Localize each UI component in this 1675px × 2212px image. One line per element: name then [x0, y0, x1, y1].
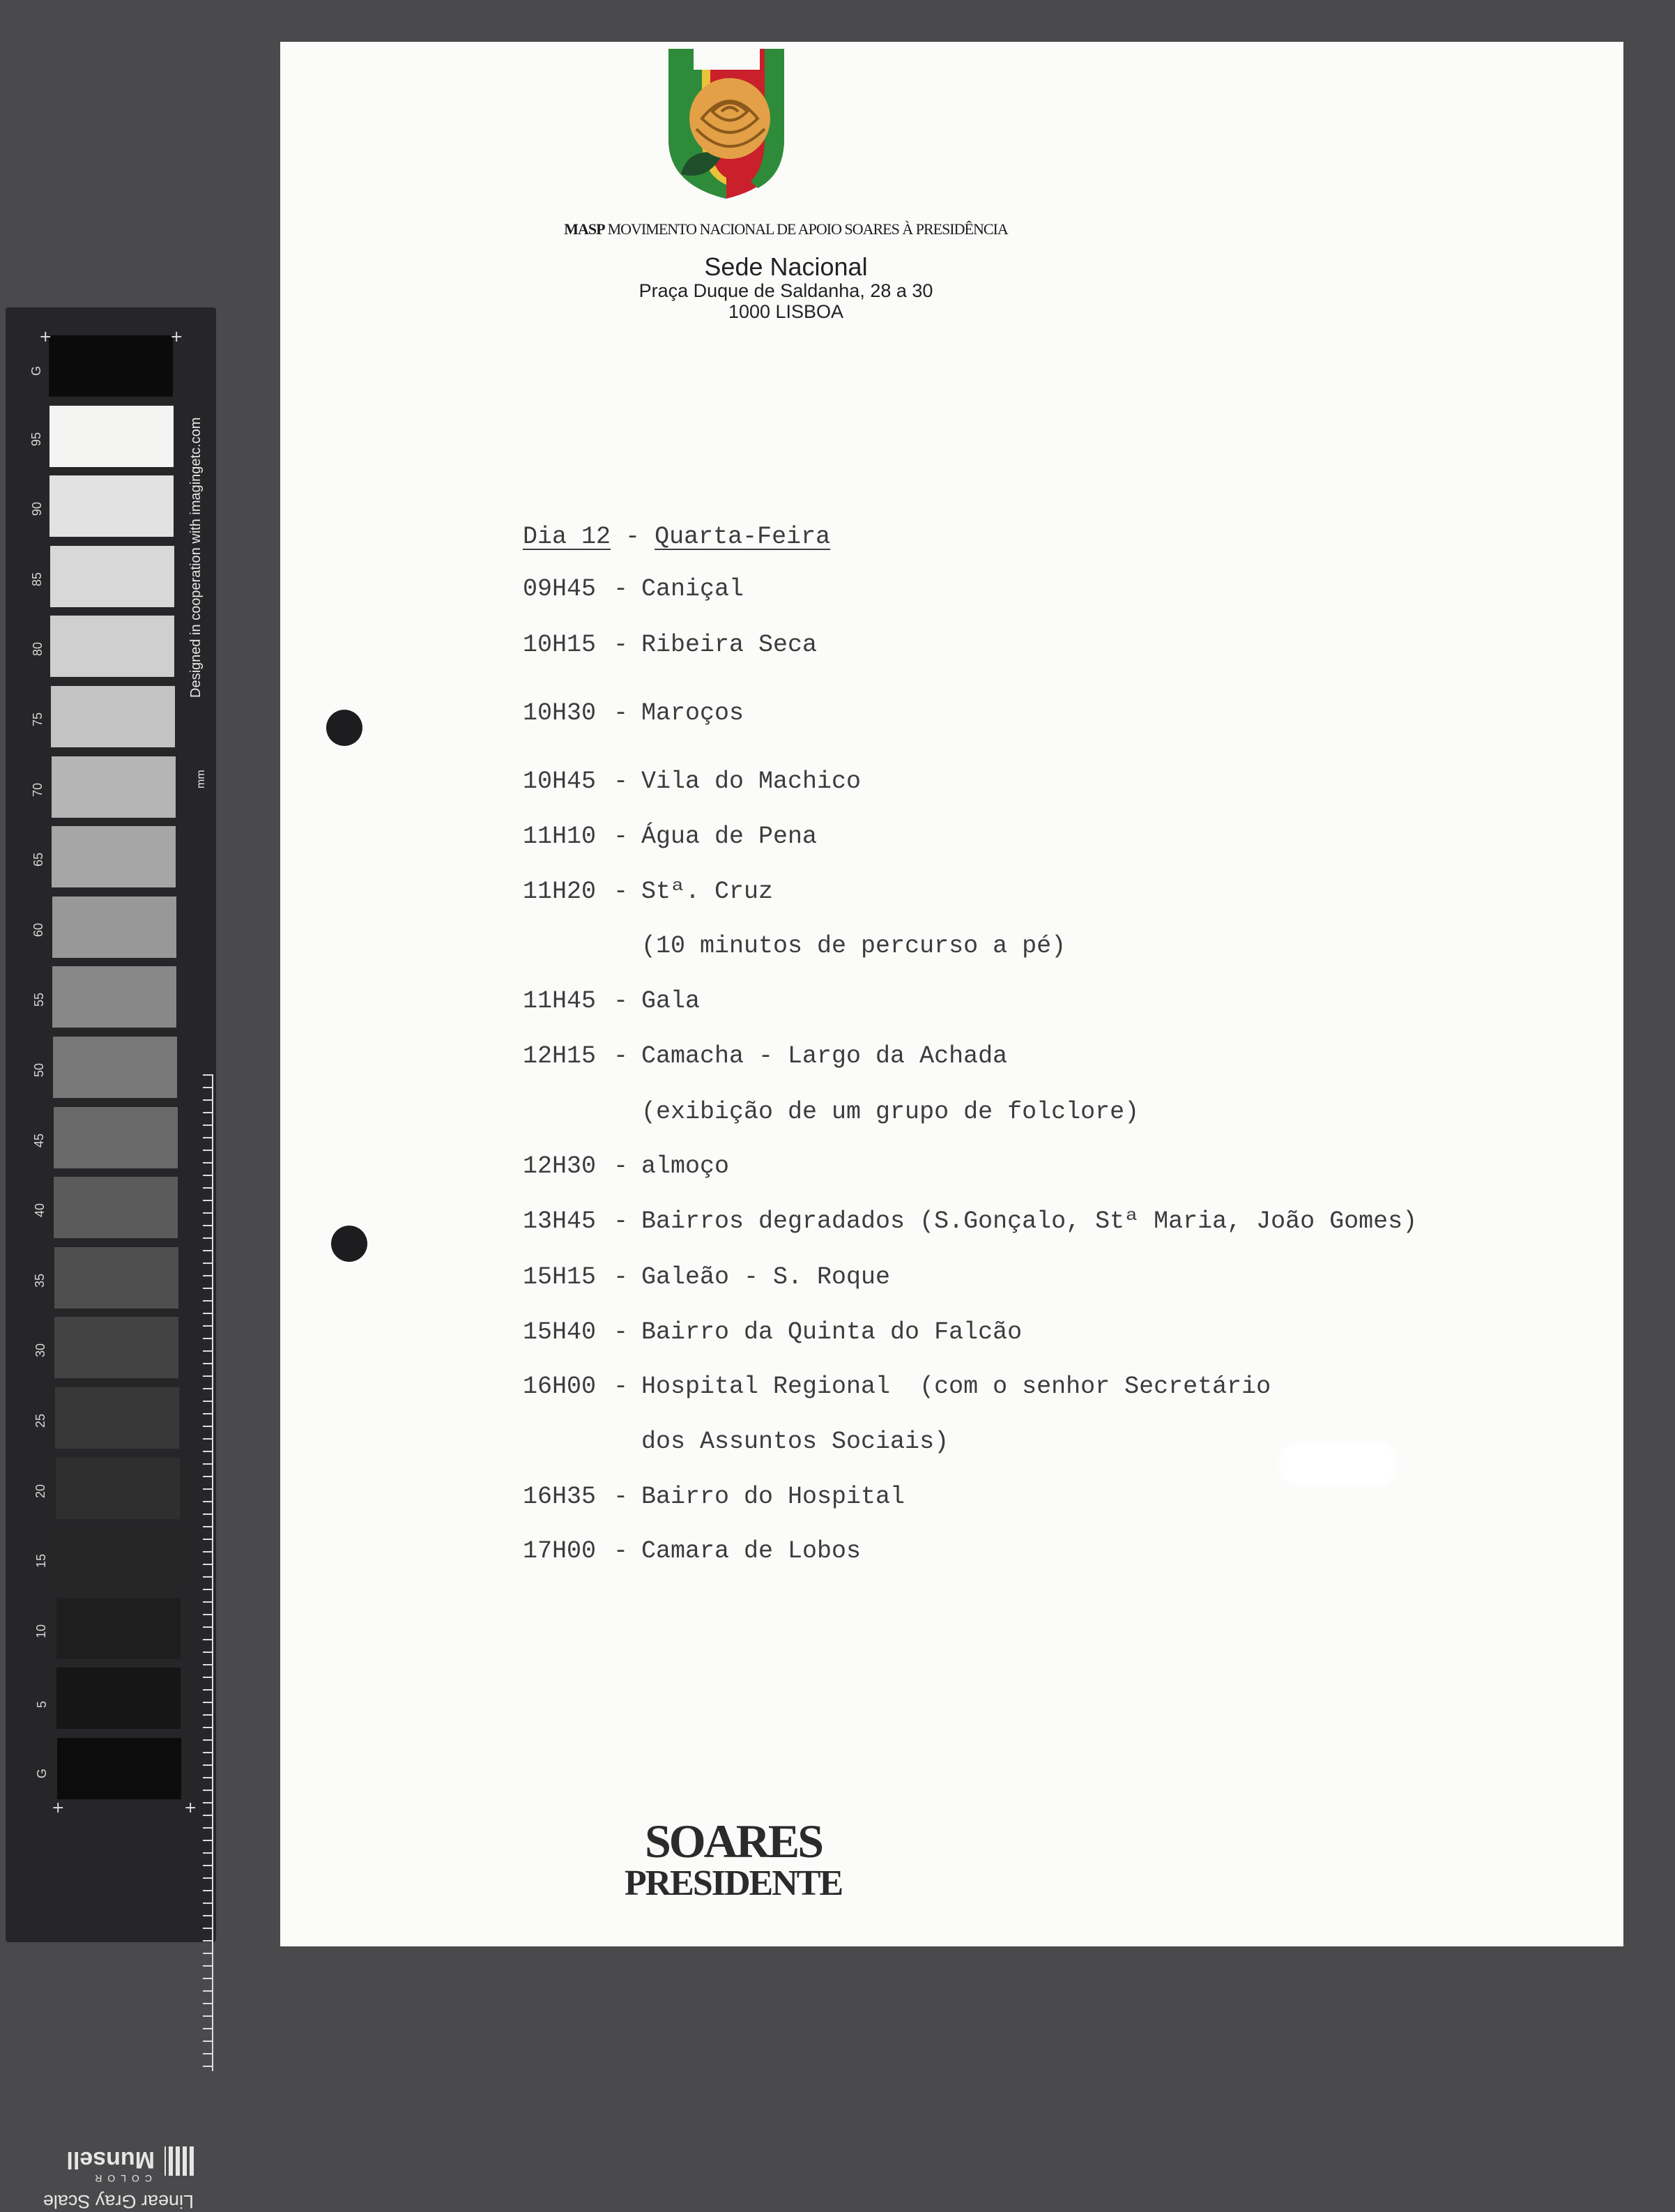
gray-grade-label: 35	[33, 1273, 47, 1288]
schedule-place: (10 minutos de percurso a pé)	[641, 932, 1066, 960]
schedule-time: 13H45	[523, 1207, 597, 1235]
schedule-time: 12H15	[523, 1042, 597, 1070]
gray-grade-label: 85	[30, 572, 45, 586]
schedule-place: Gala	[641, 987, 701, 1015]
title-weekday: Quarta-Feira	[655, 523, 831, 551]
schedule-dash: -	[613, 1483, 629, 1511]
schedule-dash: -	[613, 1373, 629, 1401]
org-name: MOVIMENTO NACIONAL DE APOIO SOARES À PRESIDÊNCIA	[607, 220, 1008, 238]
schedule-place: Maroços	[641, 699, 744, 727]
gray-patch	[54, 1107, 178, 1168]
schedule-time: 09H45	[523, 575, 597, 603]
gray-patch	[56, 1527, 180, 1589]
gray-scale-card	[6, 307, 216, 2212]
schedule-place: Caniçal	[641, 575, 744, 603]
city-line: 1000 LISBOA	[728, 301, 844, 322]
gray-patch	[50, 546, 174, 607]
gray-patch	[49, 335, 173, 397]
schedule-time: 11H45	[523, 987, 597, 1015]
gray-grade-label: 25	[33, 1413, 47, 1428]
schedule-dash: -	[613, 768, 629, 795]
schedule-time: 10H30	[523, 699, 597, 727]
gray-patch	[49, 475, 174, 537]
schedule-place: Ribeira Seca	[641, 631, 818, 659]
gray-patch	[56, 1458, 180, 1519]
schedule-time: 11H10	[523, 823, 597, 851]
org-line	[114, 220, 1458, 238]
schedule-place: dos Assuntos Sociais)	[641, 1428, 949, 1456]
schedule-dash: -	[613, 987, 629, 1015]
gray-grade-label: 70	[31, 782, 45, 797]
gray-patch	[49, 406, 174, 467]
footer-line2: PRESIDENTE	[624, 1863, 843, 1903]
mm-ruler	[203, 1074, 213, 2071]
gray-grade-label: 10	[34, 1624, 49, 1638]
gray-grade-label: 45	[32, 1133, 47, 1147]
schedule-time: 10H45	[523, 768, 597, 795]
schedule-dash: -	[613, 1537, 629, 1565]
punch-hole	[331, 1226, 367, 1262]
schedule-dash: -	[613, 1042, 629, 1070]
gray-grade-label: 80	[30, 642, 45, 657]
schedule-time: 17H00	[523, 1537, 597, 1565]
schedule-time: 15H40	[523, 1318, 597, 1346]
gray-grade-label: 20	[33, 1483, 48, 1498]
gray-grade-label: 65	[31, 853, 45, 867]
card-credit: Designed in cooperation with imagingetc.com	[188, 417, 204, 698]
gray-grade-label: G	[29, 365, 43, 376]
schedule-dash: -	[613, 575, 629, 603]
plus-mark: +	[39, 328, 52, 346]
document-page	[280, 42, 1623, 1946]
gray-grade-label: 90	[29, 502, 44, 517]
plus-mark: +	[170, 328, 183, 346]
org-abbr: MASP	[564, 220, 605, 238]
logo-notch	[694, 42, 760, 70]
schedule-place: Bairros degradados (S.Gonçalo, Stª Maria, João Gomes)	[641, 1207, 1418, 1235]
gray-patch	[54, 1317, 178, 1378]
schedule-time: 15H15	[523, 1263, 597, 1291]
gray-grade-label: 15	[33, 1554, 48, 1569]
gray-grade-label: 50	[32, 1062, 46, 1077]
schedule-place: Água de Pena	[641, 823, 818, 851]
office-name: Sede Nacional	[704, 252, 868, 281]
scale-name: Linear Gray Scale	[43, 2191, 194, 2212]
gray-patch	[52, 897, 176, 958]
gray-patch	[53, 1037, 177, 1098]
schedule-place: Bairro do Hospital	[641, 1483, 905, 1511]
gray-grade-label: 55	[31, 993, 46, 1007]
schedule-place: Hospital Regional (com o senhor Secretário	[641, 1373, 1271, 1401]
page-title	[523, 523, 830, 551]
gray-grade-label: 60	[31, 922, 46, 937]
schedule-dash: -	[613, 1263, 629, 1291]
footer-line1: SOARES	[644, 1815, 823, 1868]
schedule-place: Stª. Cruz	[641, 878, 774, 906]
correction-mark	[1284, 1447, 1392, 1481]
munsell-brand: Munsell	[66, 2146, 155, 2173]
schedule-dash: -	[613, 1207, 629, 1235]
munsell-logo-icon	[165, 2146, 194, 2176]
gray-patch	[54, 1177, 178, 1238]
munsell-sub: COLOR	[89, 2173, 152, 2184]
schedule-place: Camacha - Largo da Achada	[641, 1042, 1008, 1070]
schedule-dash: -	[613, 699, 629, 727]
gray-grade-label: G	[35, 1768, 49, 1778]
gray-grade-label: 40	[32, 1203, 47, 1218]
schedule-place: Vila do Machico	[641, 768, 862, 795]
plus-mark: +	[184, 1799, 197, 1817]
mm-ruler-edge	[212, 1074, 213, 2071]
schedule-place: almoço	[641, 1152, 730, 1180]
gray-grade-label: 95	[29, 432, 44, 446]
schedule-place: Bairro da Quinta do Falcão	[641, 1318, 1023, 1346]
gray-patch	[52, 756, 176, 818]
ruler-unit: mm	[195, 770, 207, 788]
gray-patch	[51, 686, 175, 747]
schedule-dash: -	[613, 823, 629, 851]
munsell-label	[43, 2135, 194, 2212]
schedule-place: (exibição de um grupo de folclore)	[641, 1098, 1140, 1126]
schedule-time: 16H35	[523, 1483, 597, 1511]
schedule-dash: -	[613, 631, 629, 659]
gray-patch	[52, 966, 176, 1028]
gray-grade-label: 30	[33, 1343, 47, 1358]
rose-shield-logo	[660, 42, 793, 202]
title-separator: -	[625, 523, 641, 551]
gray-patch	[57, 1738, 181, 1799]
punch-hole	[326, 710, 362, 746]
soares-presidente-logo	[615, 1815, 852, 1903]
title-day: Dia 12	[523, 523, 611, 551]
gray-patch	[50, 616, 174, 677]
gray-grade-label: 5	[34, 1701, 49, 1709]
schedule-place: Camara de Lobos	[641, 1537, 862, 1565]
schedule-dash: -	[613, 1318, 629, 1346]
schedule-place: Galeão - S. Roque	[641, 1263, 891, 1291]
schedule-dash: -	[613, 1152, 629, 1180]
gray-patch	[56, 1598, 181, 1659]
address-line: Praça Duque de Saldanha, 28 a 30	[638, 280, 933, 301]
schedule-time: 10H15	[523, 631, 597, 659]
schedule-time: 12H30	[523, 1152, 597, 1180]
schedule-time: 11H20	[523, 878, 597, 906]
gray-patch	[54, 1247, 178, 1309]
gray-patch	[55, 1387, 179, 1449]
plus-mark: +	[52, 1799, 65, 1817]
schedule-time: 16H00	[523, 1373, 597, 1401]
gray-grade-label: 75	[31, 712, 45, 726]
schedule-dash: -	[613, 878, 629, 906]
gray-patch	[56, 1668, 181, 1729]
gray-patch	[52, 826, 176, 887]
